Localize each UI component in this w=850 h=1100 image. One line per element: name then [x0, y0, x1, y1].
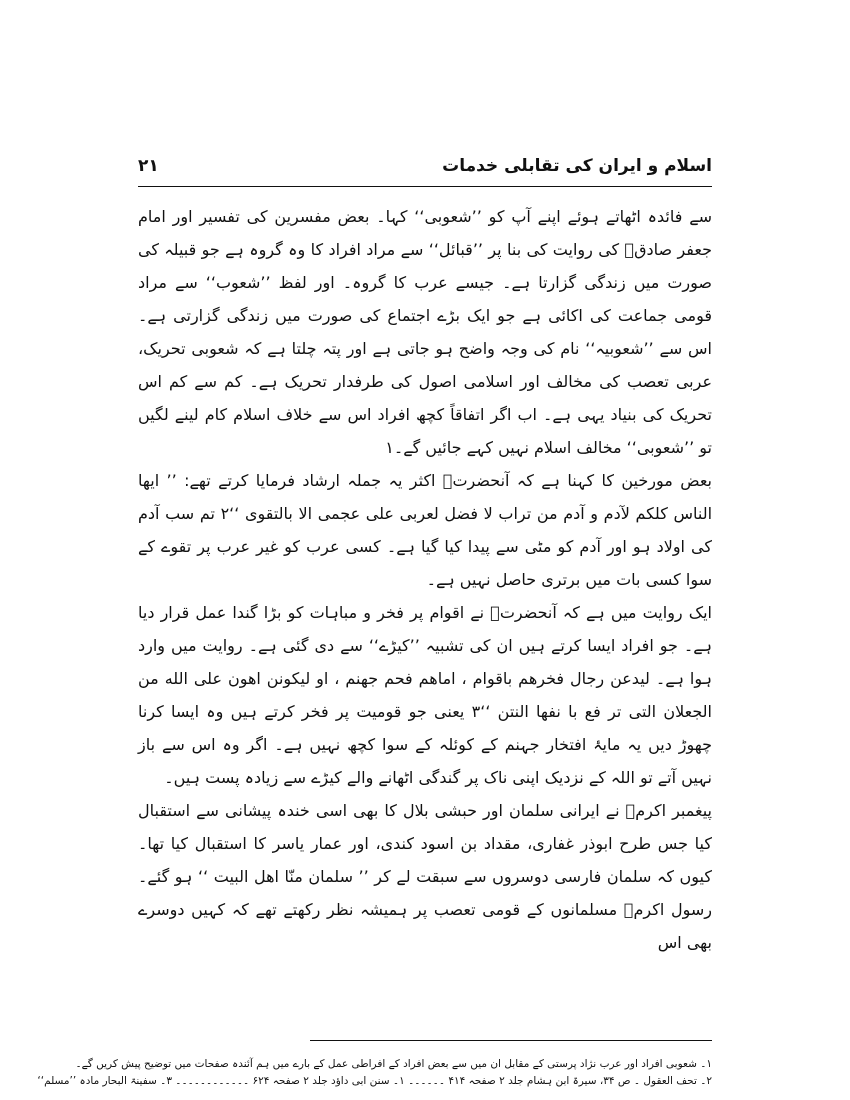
footnotes	[37, 1056, 712, 1090]
page-number: ۲۱	[138, 156, 159, 176]
paragraph: ایک روایت میں ہے کہ آنحضرتؐ نے اقوام پر فخر و مباہات کو بڑا گندا عمل قرار دیا ہے۔ جو افراد ایسا کرتے ہیں ان کی تشبیہ ’’کیڑے‘‘ سے دی گئی ہے۔ روایت میں وارد ہوا ہے۔ لیدعن رجال فخرھم باقوام ، اماھم فحم جھنم ، او لیکونن اھون علی الله من الجعلان التی تر فع با نفھا النتن ‘‘۳ یعنی جو قومیت پر فخر کرتے ہیں وہ ایسا کرنا چھوڑ دیں یہ مایۂ افتخار جہنم کے کوئلہ کے سوا کچھ نہیں ہے۔ اگر وہ اس سے باز نہیں آتے تو اللہ کے نزدیک اپنی ناک پر گندگی اٹھانے والے کیڑے سے زیادہ پست ہیں۔	[138, 603, 712, 787]
running-head: اسلام و ایران کی تقابلی خدمات	[442, 156, 712, 176]
header-rule	[138, 186, 712, 187]
footnote: ۲۔ تحف العقول ۔ ص ۳۴، سیرۃ ابن ہشام جلد ۲ صفحہ ۴۱۴ ۔۔۔۔۔۔ ۱۔ سنن ابی داؤد جلد ۲ صفحہ ۶۲۴ ۔۔۔۔۔۔۔۔۔۔۔۔ ۳۔ سفینۃ البحار مادہ ’’مسلم‘‘	[37, 1075, 712, 1087]
paragraph: سے فائدہ اٹھاتے ہوئے اپنے آپ کو ’’شعوبی‘‘ کہا۔ بعض مفسرین کی تفسیر اور امام جعفر صادقؑ کی روایت کی بنا پر ’’قبائل‘‘ سے مراد افراد کا وہ گروہ ہے جو قبیلہ کی صورت میں زندگی گزارتا ہے۔ جیسے عرب کا گروہ۔ اور لفظ ’’شعوب‘‘ سے مراد قومی جماعت کی اکائی ہے جو ایک بڑے اجتماع کی صورت میں زندگی گزارتی ہے۔ اس سے ’’شعوبیہ‘‘ نام کی وجہ واضح ہو جاتی ہے اور پتہ چلتا ہے کہ شعوبی تحریک، عربی تعصب کی مخالف اور اسلامی اصول کی طرفدار تحریک ہے۔ کم سے کم اس تحریک کی بنیاد یہی ہے۔ اب اگر اتفاقاً کچھ افراد اس سے خلاف اسلام کام لینے لگیں تو ’’شعوبی‘‘ مخالف اسلام نہیں کہے جائیں گے۔۱	[138, 207, 712, 457]
footnote: ۱۔ شعوبی افراد اور عرب نژاد پرستی کے مقابل ان میں سے بعض افراد کے افراطی عمل کے بارے میں ہم آئندہ صفحات میں توضیح پیش کریں گے۔	[75, 1058, 712, 1070]
body-text	[138, 200, 712, 959]
footnote-rule	[310, 1040, 712, 1041]
paragraph: بعض مورخین کا کہنا ہے کہ آنحضرتؐ اکثر یہ جملہ ارشاد فرمایا کرتے تھے: ’’ ایھا الناس کلکم لآدم و آدم من تراب لا فضل لعربی علی عجمی الا بالتقوی ‘‘۲ تم سب آدم کی اولاد ہو اور آدم کو مٹی سے پیدا کیا گیا ہے۔ کسی عرب کو غیر عرب پر تقوے کے سوا کسی بات میں برتری حاصل نہیں ہے۔	[138, 471, 713, 589]
paragraph: پیغمبر اکرمؐ نے ایرانی سلمان اور حبشی بلال کا بھی اسی خندہ پیشانی سے استقبال کیا جس طرح ابوذر غفاری، مقداد بن اسود کندی، اور عمار یاسر کا استقبال کیا تھا۔ کیوں کہ سلمان فارسی دوسروں سے سبقت لے کر ’’ سلمان منّا اھل البیت ‘‘ ہو گئے۔ رسول اکرمؐ مسلمانوں کے قومی تعصب پر ہمیشہ نظر رکھتے تھے کہ کہیں دوسرے بھی اس	[138, 801, 712, 952]
page-header	[138, 150, 712, 190]
